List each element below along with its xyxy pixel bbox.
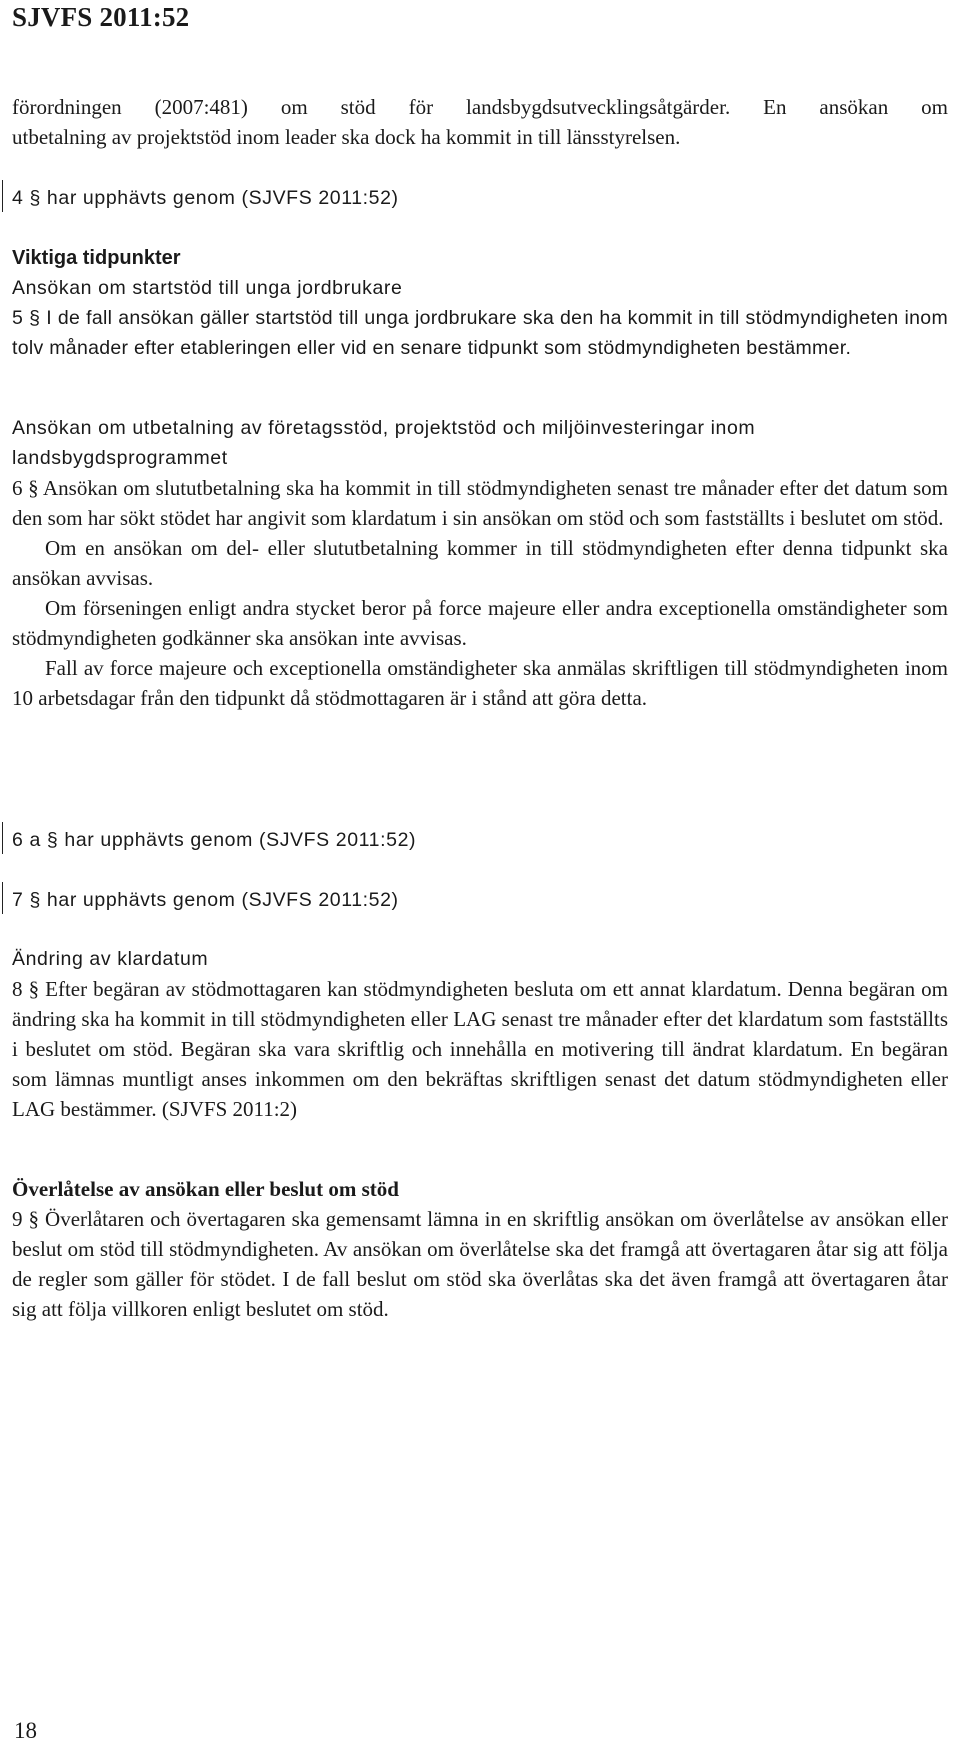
intro-line-1: förordningen (2007:481) om stöd för landsbygdsutvecklingsåtgärder. En ansökan om — [12, 95, 948, 119]
section-7-repealed: 7 § har upphävts genom (SJVFS 2011:52) — [12, 889, 399, 911]
page-number: 18 — [14, 1718, 37, 1743]
heading-viktiga-tidpunkter: Viktiga tidpunkter — [12, 247, 181, 269]
page-header-title: SJVFS 2011:52 — [12, 2, 190, 32]
heading-overlatelse: Överlåtelse av ansökan eller beslut om stöd — [12, 1177, 399, 1201]
section-overlatelse — [12, 1174, 948, 1324]
subheading-andring-av-klardatum: Ändring av klardatum — [12, 948, 209, 970]
subheading-utbetalning: Ansökan om utbetalning av företagsstöd, projektstöd och miljöinvesteringar inom landsbygdsprogrammet — [12, 417, 756, 469]
paragraph-5: 5 § I de fall ansökan gäller startstöd till unga jordbrukare ska den ha kommit in till stödmyndigheten inom tolv månader efter etableringen eller vid en senare tidpunkt som stödmyndigheten bestämmer. — [12, 307, 948, 359]
paragraph-6-fourth: Fall av force majeure och exceptionella omständigheter ska anmälas skriftligen till stödmyndigheten inom 10 arbetsdagar från den tidpunkt då stödmottagaren är i stånd att göra detta. — [12, 656, 948, 710]
section-utbetalning — [12, 413, 948, 713]
paragraph-6-second: Om en ansökan om del- eller slututbetalning kommer in till stödmyndigheten efter denna tidpunkt ska ansökan avvisas. — [12, 536, 948, 590]
section-6a-repealed: 6 a § har upphävts genom (SJVFS 2011:52) — [12, 829, 417, 851]
intro-line-2: utbetalning av projektstöd inom leader ska dock ha kommit in till länsstyrelsen. — [12, 125, 681, 149]
paragraph-6-third: Om förseningen enligt andra stycket beror på force majeure eller andra exceptionella omständigheter som stödmyndigheten godkänner ska ansökan inte avvisas. — [12, 596, 948, 650]
paragraph-8: 8 § Efter begäran av stödmottagaren kan stödmyndigheten besluta om ett annat klardatum. Denna begäran om ändring ska ha kommit in till stödmyndigheten eller LAG senast tre månader efter det klardatum som fastställts i beslutet om stöd. Begäran ska vara skriftlig och innehålla en motivering till ändrat klardatum. En begäran som lämnas muntligt anses inkommen om den bekräftas skriftligen senast det datum stödmyndigheten eller LAG bestämmer. (SJVFS 2011:2) — [12, 977, 948, 1121]
intro-paragraph — [12, 92, 948, 152]
section-andring-av-klardatum — [12, 944, 948, 1124]
change-bar — [2, 882, 3, 914]
paragraph-9: 9 § Överlåtaren och övertagaren ska gemensamt lämna in en skriftlig ansökan om överlåtelse av ansökan eller beslut om stöd till stödmyndigheten. Av ansökan om överlåtelse ska det framgå att övertagaren åtar sig att följa de regler som gäller för stödet. I de fall beslut om stöd ska överlåtas ska det även framgå att övertagaren åtar sig att följa villkoren enligt beslutet om stöd. — [12, 1207, 948, 1321]
section-4-repealed: 4 § har upphävts genom (SJVFS 2011:52) — [12, 187, 399, 209]
change-bar — [2, 180, 3, 212]
subheading-startstod: Ansökan om startstöd till unga jordbrukare — [12, 277, 403, 299]
paragraph-6: 6 § Ansökan om slututbetalning ska ha kommit in till stödmyndigheten senast tre månader efter det datum som den som har sökt stödet har angivit som klardatum i sin ansökan om stöd och som fastställts i beslutet om stöd. — [12, 476, 948, 530]
change-bar — [2, 822, 3, 854]
section-viktiga-tidpunkter — [12, 243, 948, 363]
